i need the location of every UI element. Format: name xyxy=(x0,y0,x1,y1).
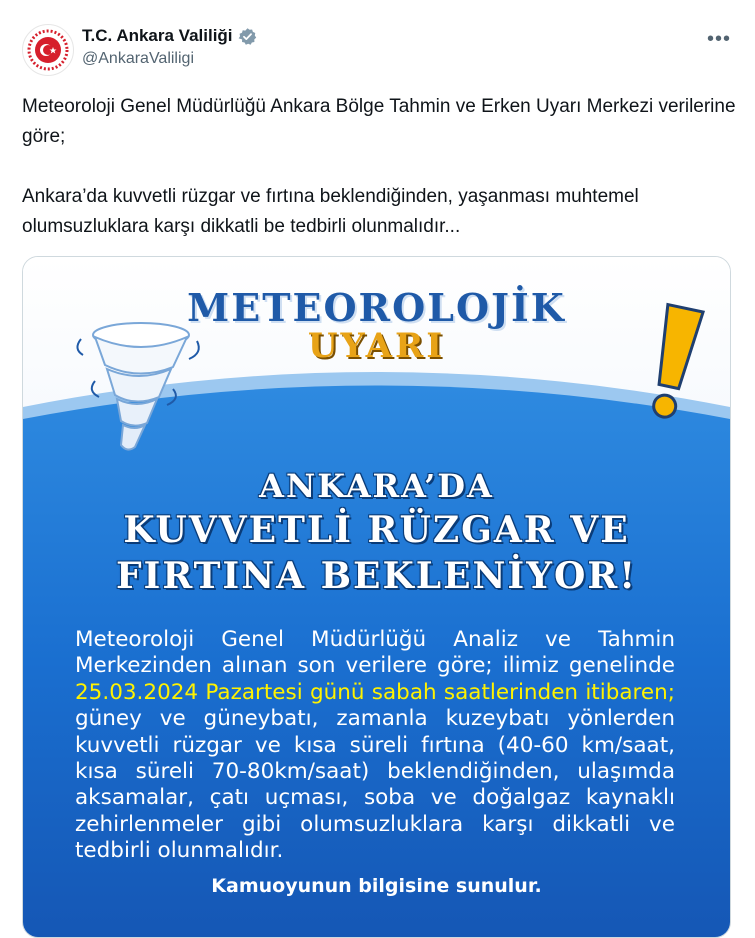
poster-headline-line3: FIRTINA BEKLENİYOR! xyxy=(115,555,638,597)
poster-headline-line1: ANKARA’DA xyxy=(259,467,494,505)
poster-body-part2: güney ve güneybatı, zamanla kuzeybatı yönlerden kuvvetli rüzgar ve kısa süreli fırtına (40-60 km/saat, kısa süreli 70-80km/saat) beklendiğinden, ulaşımda aksamalar, çatı uçması, soba ve doğalgaz kaynaklı zehirlenmeler gibi olumsuzluklara karşı dikkatli ve tedbirli olunmalıdır. xyxy=(75,706,675,864)
verified-badge-icon xyxy=(238,27,257,46)
poster-body-part1: Meteoroloji Genel Müdürlüğü Analiz ve Tahmin Merkezinden alınan son verilere göre; ilimiz genelinde xyxy=(75,627,675,679)
author-name-row[interactable] xyxy=(82,26,257,46)
tweet-media-image[interactable] xyxy=(22,256,731,938)
poster-footer: Kamuoyunun bilgisine sunulur. xyxy=(211,875,542,897)
poster-subtitle: UYARI xyxy=(307,326,446,366)
poster-body xyxy=(75,627,675,865)
tweet-paragraph-2: Ankara’da kuvvetli rüzgar ve fırtına beklendiğinden, yaşanması muhtemel olumsuzluklara karşı dikkatli be tedbirli olunmalıdır... xyxy=(22,186,639,237)
poster-title: METEOROLOJİK xyxy=(187,285,566,330)
tweet-text xyxy=(22,92,737,242)
author-handle[interactable]: @AnkaraValiligi xyxy=(82,50,194,67)
poster-headline-line2: KUVVETLİ RÜZGAR VE xyxy=(123,509,630,551)
poster-body-highlight: 25.03.2024 Pazartesi günü sabah saatlerinden itibaren; xyxy=(75,679,675,705)
more-options-button[interactable]: ••• xyxy=(706,28,731,50)
avatar[interactable] xyxy=(22,24,74,76)
tweet-header xyxy=(22,22,735,78)
author-display-name[interactable]: T.C. Ankara Valiliği xyxy=(82,26,233,45)
tweet-paragraph-1: Meteoroloji Genel Müdürlüğü Ankara Bölge Tahmin ve Erken Uyarı Merkezi verilerine göre; xyxy=(22,96,736,147)
government-seal-icon xyxy=(23,25,73,75)
